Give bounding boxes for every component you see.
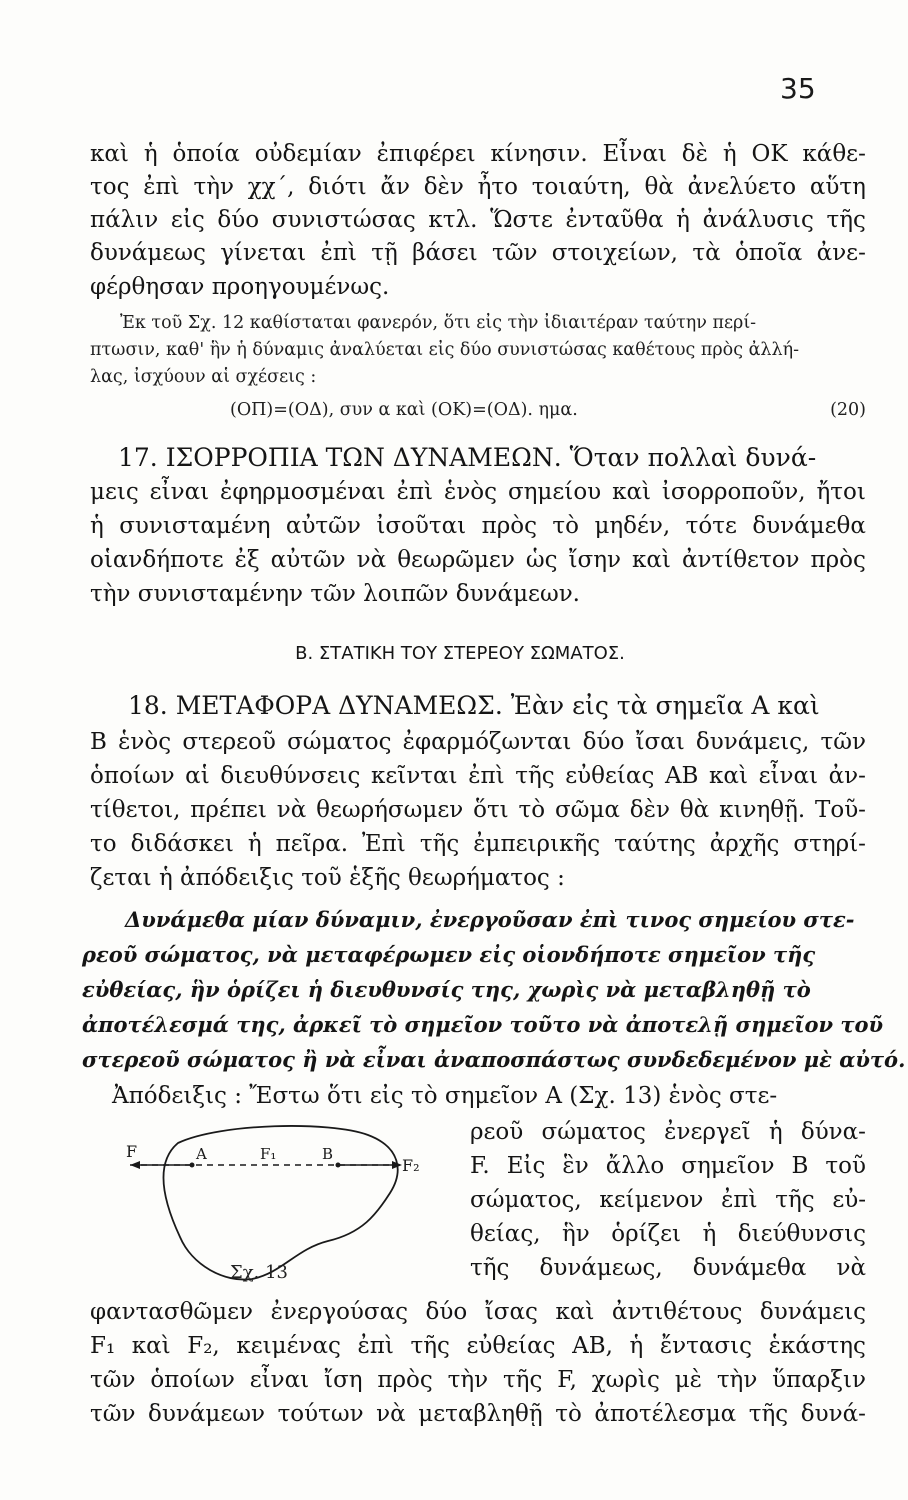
word: τῶν <box>820 729 866 755</box>
word: ὁποία <box>172 141 240 167</box>
word: ἀρχῆς <box>709 831 780 857</box>
word: τὸ <box>552 513 579 539</box>
label-f2: F₂ <box>402 1156 420 1175</box>
word: τὴν <box>716 1367 758 1393</box>
word: Β <box>90 729 107 755</box>
word: ἐπὶ <box>721 1187 758 1213</box>
word: ἄλλο <box>605 1153 665 1179</box>
word: θεωρήσωμεν <box>316 797 464 823</box>
word: δυνάμεις, <box>695 729 810 755</box>
word: δύο <box>582 729 625 755</box>
word: ἀνελύετο <box>687 174 797 200</box>
word: ἦτο <box>477 174 518 200</box>
word: ἑκάστης <box>768 1333 866 1359</box>
word: πάλιν <box>90 207 159 233</box>
word: στηρί- <box>793 831 866 857</box>
label-f: F <box>126 1142 138 1161</box>
word: νὰ <box>836 1255 866 1281</box>
word: ἐπὶ <box>468 763 505 789</box>
word: ἀνε- <box>816 240 866 266</box>
word: ρεοῦ <box>470 1119 524 1145</box>
word: ἡ <box>90 513 104 539</box>
word: ἀν- <box>828 763 866 789</box>
word: τῶν <box>491 240 538 266</box>
word: ἑνὸς <box>443 479 498 505</box>
word: ὡς <box>525 547 558 573</box>
paragraph-line <box>90 138 866 170</box>
word: νὰ <box>356 547 387 573</box>
word: τῆς <box>470 1255 510 1281</box>
word: χωρὶς <box>591 1367 660 1393</box>
section-18-line: ζεται ἡ ἀπόδειξις τοῦ ἑξῆς θεωρήματος : <box>90 865 565 891</box>
word: Ἐπὶ <box>362 831 406 857</box>
word: δὲν <box>629 797 670 823</box>
word: δύο <box>217 207 260 233</box>
figure-caption: Σχ. 13 <box>230 1262 288 1283</box>
section-18-line <box>90 794 866 826</box>
word: τὴν <box>193 174 234 200</box>
force-f-arrowhead <box>130 1161 140 1169</box>
word: σώματος, <box>470 1187 582 1213</box>
word: ἡ <box>247 831 262 857</box>
word: αὕτη <box>809 174 866 200</box>
word: ἴση <box>324 1367 363 1393</box>
word: αὐτῶν <box>285 513 361 539</box>
word: ἑνὸς <box>118 729 172 755</box>
word: ἡ <box>143 141 158 167</box>
proof-line <box>90 1296 866 1328</box>
word: ταύτης <box>614 831 696 857</box>
word: F₁ <box>90 1333 116 1359</box>
label-f1: F₁ <box>260 1145 277 1163</box>
section-17-line <box>90 510 866 542</box>
label-b: B <box>322 1145 334 1163</box>
word: καὶ <box>632 547 671 573</box>
word: καὶ <box>131 1333 171 1359</box>
word: Β <box>791 1153 809 1179</box>
word: μηδέν, <box>594 513 671 539</box>
word: τῆς <box>826 207 866 233</box>
word: καὶ <box>90 141 129 167</box>
word: Εἰς <box>506 1153 546 1179</box>
word: ἐπὶ <box>143 174 180 200</box>
word: γίνεται <box>220 240 307 266</box>
word: τῶν <box>90 1367 136 1393</box>
word: πεῖρα. <box>275 831 349 857</box>
word: διδάσκει <box>130 831 234 857</box>
word: τὰ <box>692 240 721 266</box>
proof-line <box>470 1252 866 1284</box>
word: ἴσην <box>568 547 621 573</box>
word: Τοῦ- <box>815 797 866 823</box>
word: αἱ <box>185 763 210 789</box>
word: ὅτι <box>473 797 509 823</box>
section-18-line <box>90 760 866 792</box>
theorem-line: Δυνάμεθα μίαν δύναμιν, ἐνεργοῦσαν ἐπὶ τινος σημείου στε- <box>125 907 855 932</box>
paragraph-line <box>90 171 866 203</box>
word: νὰ <box>376 1401 406 1427</box>
word: ἡ <box>702 1221 717 1247</box>
word: ἀνάλυσις <box>702 207 814 233</box>
word: εὐ- <box>832 1187 866 1213</box>
word: ἄν <box>380 174 410 200</box>
word: εἰς <box>170 207 205 233</box>
word: ἡ <box>768 1119 783 1145</box>
word: ἡ <box>629 1333 644 1359</box>
word: συνισταμένη <box>119 513 271 539</box>
subheading: Β. ΣΤΑΤΙΚΗ ΤΟΥ ΣΤΕΡΕΟΥ ΣΩΜΑΤΟΣ. <box>295 643 625 664</box>
word: ἡ <box>676 207 690 233</box>
word: δυνάμεις <box>759 1299 866 1325</box>
word: δυνάμεως <box>90 240 206 266</box>
word: ἐπὶ <box>396 479 434 505</box>
word: σημείου <box>507 479 602 505</box>
word: πρὸς <box>377 1367 433 1393</box>
word: κεῖνται <box>371 763 458 789</box>
word: εὐθείας <box>565 763 655 789</box>
word: χχ΄, <box>247 174 295 200</box>
word: σώματος <box>541 1119 646 1145</box>
theorem-line: ρεοῦ σώματος, νὰ μεταφέρωμεν εἰς οἱονδήποτε σημεῖον τῆς <box>82 942 816 967</box>
word: καὶ <box>709 763 748 789</box>
word: αὐτῶν <box>270 547 346 573</box>
word: θὰ <box>679 797 710 823</box>
section-17-heading: 17. ΙΣΟΡΡΟΠΙΑ ΤΩΝ ΔΥΝΑΜΕΩΝ. Ὅταν πολλαὶ δυνά- <box>118 443 817 472</box>
word: τῆς <box>419 831 460 857</box>
word: ἴσας <box>484 1299 538 1325</box>
word: ἓν <box>562 1153 589 1179</box>
note-line: λας, ἰσχύουν αἱ σχέσεις : <box>90 367 317 387</box>
word: δυνάμεθα <box>752 513 866 539</box>
word: ὁποίων <box>90 763 175 789</box>
word: τος <box>90 174 130 200</box>
word: μεταβληθῇ <box>418 1401 543 1427</box>
word: ἐπὶ <box>320 240 357 266</box>
section-17-line <box>90 476 866 508</box>
word: οὐδεμίαν <box>254 141 362 167</box>
word: δὲν <box>423 174 464 200</box>
word: θὰ <box>644 174 674 200</box>
equation-number: (20) <box>830 400 866 420</box>
word: ἐφαρμόζωνται <box>402 729 572 755</box>
theorem-line: εὐθείας, ἣν ὁρίζει ἡ διευθυνσίς της, χωρὶς νὰ μεταβληθῇ τὸ <box>82 977 811 1002</box>
word: κίνησιν. <box>490 141 588 167</box>
word: βάσει <box>412 240 478 266</box>
word: ὁποίων <box>150 1367 235 1393</box>
word: ΑΒ, <box>572 1333 613 1359</box>
word: πρὸς <box>810 547 866 573</box>
word: ἀντιθέτους <box>611 1299 743 1325</box>
word: μὲ <box>674 1367 702 1393</box>
word: δυνάμεως, <box>539 1255 663 1281</box>
word: ἤτοι <box>816 479 866 505</box>
point-a <box>190 1163 195 1168</box>
word: F₂, <box>187 1333 220 1359</box>
word: ΟΚ <box>751 141 788 167</box>
word: τῇ <box>371 240 398 266</box>
proof-line <box>470 1218 866 1250</box>
word: ἰσοῦται <box>376 513 467 539</box>
word: τὴν <box>447 1367 489 1393</box>
proof-line <box>90 1330 866 1362</box>
word: ἡ <box>722 141 737 167</box>
word: ἐπιφέρει <box>376 141 476 167</box>
word: τίθετοι, <box>90 797 181 823</box>
proof-line <box>470 1184 866 1216</box>
word: νὰ <box>276 797 307 823</box>
word: διεύθυνσις <box>737 1221 866 1247</box>
word: τῆς <box>775 1187 815 1213</box>
word: το <box>90 831 117 857</box>
word: τῆς <box>515 763 555 789</box>
word: ἐνεργούσας <box>270 1299 409 1325</box>
section-17-line <box>90 544 866 576</box>
word: ἐνεργεῖ <box>664 1119 751 1145</box>
page-number: 35 <box>780 72 816 105</box>
word: στοιχείων, <box>551 240 678 266</box>
word: ἴσαι <box>635 729 685 755</box>
word: κείμενον <box>599 1187 704 1213</box>
word: τότε <box>685 513 737 539</box>
equation: (ΟΠ)=(ΟΔ), συν α καὶ (ΟΚ)=(ΟΔ). ημα. <box>230 400 578 420</box>
proof-line <box>90 1364 866 1396</box>
theorem-line: ἀποτέλεσμά της, ἀρκεῖ τὸ σημεῖον τοῦτο νὰ ἀποτελῇ σημεῖον τοῦ <box>82 1012 884 1037</box>
word: κινηθῇ. <box>719 797 806 823</box>
word: φαντασθῶμεν <box>90 1299 254 1325</box>
word: σῶμα <box>554 797 620 823</box>
word: σώματος <box>287 729 392 755</box>
word: κειμένας <box>236 1333 341 1359</box>
word: ἐνταῦθα <box>565 207 664 233</box>
word: πρέπει <box>190 797 267 823</box>
section-18-heading: 18. ΜΕΤΑΦΟΡΑ ΔΥΝΑΜΕΩΣ. Ἐὰν εἰς τὰ σημεῖα Α καὶ <box>128 691 820 720</box>
word: ἰσορροποῦν, <box>661 479 806 505</box>
word: τοῦ <box>825 1153 866 1179</box>
proof-line: Ἀπόδειξις : Ἔστω ὅτι εἰς τὸ σημεῖον Α (Σχ. 13) ἑνὸς στε- <box>112 1083 778 1109</box>
proof-line <box>90 1398 866 1430</box>
paragraph-line <box>90 204 866 236</box>
proof-line <box>470 1116 866 1148</box>
note-line: πτωσιν, καθ' ἣν ἡ δύναμις ἀναλύεται εἰς δύο συνιστώσας καθέτους πρὸς ἀλλή- <box>90 340 799 360</box>
equation-line <box>230 398 866 422</box>
word: στερεοῦ <box>182 729 276 755</box>
word: ὁρίζει <box>611 1221 682 1247</box>
word: τῶν <box>90 1401 136 1427</box>
word: ΑΒ <box>664 763 699 789</box>
word: κτλ. <box>428 207 478 233</box>
word: δὲ <box>681 141 708 167</box>
word: μεις <box>90 479 139 505</box>
word: ὕπαρξιν <box>772 1367 866 1393</box>
section-18-line <box>90 726 866 758</box>
word: τὸ <box>555 1401 582 1427</box>
word: τούτων <box>277 1401 364 1427</box>
section-18-line <box>90 828 866 860</box>
word: ἀποτέλεσμα <box>594 1401 737 1427</box>
word: διότι <box>308 174 367 200</box>
word: Ὥστε <box>490 207 553 233</box>
word: δυνάμεθα <box>692 1255 807 1281</box>
paragraph-line: φέρθησαν προηγουμένως. <box>90 274 390 300</box>
word: δυνά- <box>800 1401 866 1427</box>
word: οἱανδήποτε <box>90 547 224 573</box>
word: τῆς <box>410 1333 450 1359</box>
word: F, <box>557 1367 577 1393</box>
word: εὐθείας <box>466 1333 556 1359</box>
word: εἶναι <box>758 763 819 789</box>
point-b <box>336 1163 341 1168</box>
paragraph-line <box>90 237 866 269</box>
note-line: Ἐκ τοῦ Σχ. 12 καθίσταται φανερόν, ὅτι εἰς τὴν ἰδιαιτέραν ταύτην περί- <box>120 313 757 333</box>
word: τὸ <box>518 797 546 823</box>
word: καὶ <box>555 1299 595 1325</box>
word: ἐξ <box>234 547 260 573</box>
word: σημεῖον <box>681 1153 775 1179</box>
word: ἣν <box>562 1221 590 1247</box>
word: F. <box>470 1153 490 1179</box>
word: ἐμπειρικῆς <box>473 831 601 857</box>
word: δύνα- <box>800 1119 866 1145</box>
word: ἐφηρμοσμέναι <box>220 479 386 505</box>
word: τῆς <box>748 1401 789 1427</box>
theorem-line: στερεοῦ σώματος ἢ νὰ εἶναι ἀναποσπάστως συνδεδεμένον μὲ αὐτό. <box>82 1047 906 1072</box>
word: πρὸς <box>481 513 537 539</box>
word: καὶ <box>612 479 651 505</box>
label-a: A <box>196 1145 207 1163</box>
word: ἔντασις <box>659 1333 753 1359</box>
word: διευθύνσεις <box>220 763 361 789</box>
word: ὁποῖα <box>734 240 803 266</box>
word: ἐπὶ <box>357 1333 394 1359</box>
word: κάθε- <box>802 141 866 167</box>
word: θείας, <box>470 1221 541 1247</box>
word: εἶναι <box>149 479 210 505</box>
word: δύο <box>425 1299 468 1325</box>
word: ἀντίθετον <box>681 547 800 573</box>
word: τῆς <box>502 1367 543 1393</box>
word: θεωρῶμεν <box>397 547 515 573</box>
section-17-line: τὴν συνισταμένην τῶν λοιπῶν δυνάμεων. <box>90 581 580 607</box>
word: συνιστώσας <box>271 207 416 233</box>
word: δυνάμεων <box>148 1401 265 1427</box>
word: Εἶναι <box>602 141 667 167</box>
word: τοιαύτη, <box>531 174 631 200</box>
proof-line <box>470 1150 866 1182</box>
word: εἶναι <box>249 1367 310 1393</box>
